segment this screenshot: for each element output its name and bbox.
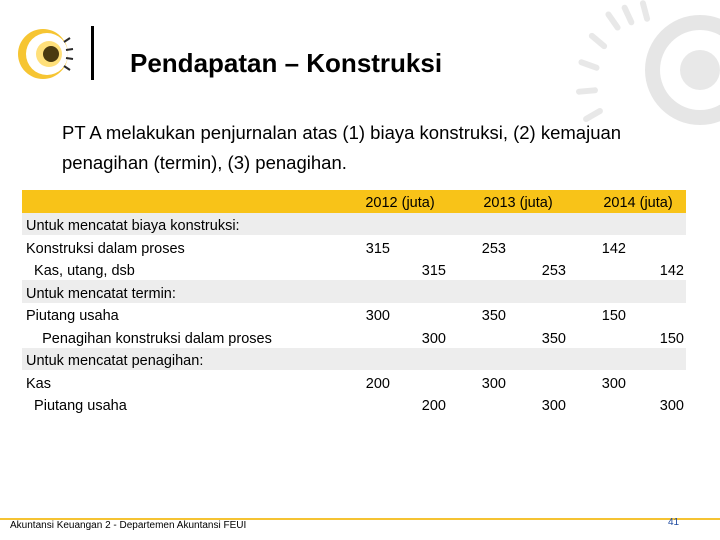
debit-2012: 200 [365, 375, 390, 392]
credit-2012: 300 [421, 330, 446, 347]
credit-2012: 200 [421, 398, 446, 414]
credit-2013: 350 [541, 330, 566, 347]
table-row-label: Penagihan konstruksi dalam proses [26, 330, 272, 347]
credit-2014: 300 [659, 398, 684, 414]
table-row-label: Konstruksi dalam proses [26, 240, 185, 257]
debit-2014: 142 [601, 240, 626, 257]
debit-2012: 300 [365, 308, 390, 324]
column-header-2014: 2014 (juta) [603, 195, 673, 211]
debit-2013: 300 [481, 375, 506, 392]
debit-2014: 300 [601, 375, 626, 392]
column-header-2013: 2013 (juta) [483, 195, 553, 211]
table-row-label: Untuk mencatat biaya konstruksi: [26, 218, 240, 234]
credit-2014: 142 [659, 263, 684, 279]
intro-text: PT A melakukan penjurnalan atas (1) biaya konstruksi, (2) kemajuan penagihan (termin), (3) penagihan. [62, 122, 622, 173]
table-row-label: Kas [26, 375, 51, 392]
credit-2013: 253 [541, 263, 566, 279]
table-row-label: Piutang usaha [26, 398, 127, 414]
credit-2012: 315 [421, 263, 446, 279]
footer-text: Akuntansi Keuangan 2 - Departemen Akuntansi FEUI [10, 520, 247, 531]
debit-2013: 350 [481, 308, 506, 324]
page-number: 41 [668, 517, 680, 528]
debit-2014: 150 [601, 308, 626, 324]
table-row-label: Piutang usaha [26, 308, 119, 324]
page-title: Pendapatan – Konstruksi [130, 48, 443, 78]
title-divider [91, 26, 94, 80]
column-header-2012: 2012 (juta) [365, 195, 435, 211]
debit-2012: 315 [365, 240, 390, 257]
table-row-label: Untuk mencatat termin: [26, 285, 176, 302]
debit-2013: 253 [481, 240, 506, 257]
table-row-label: Untuk mencatat penagihan: [26, 353, 204, 369]
university-logo [14, 24, 76, 84]
table-row-label: Kas, utang, dsb [26, 263, 135, 279]
credit-2013: 300 [541, 398, 566, 414]
credit-2014: 150 [659, 330, 684, 347]
